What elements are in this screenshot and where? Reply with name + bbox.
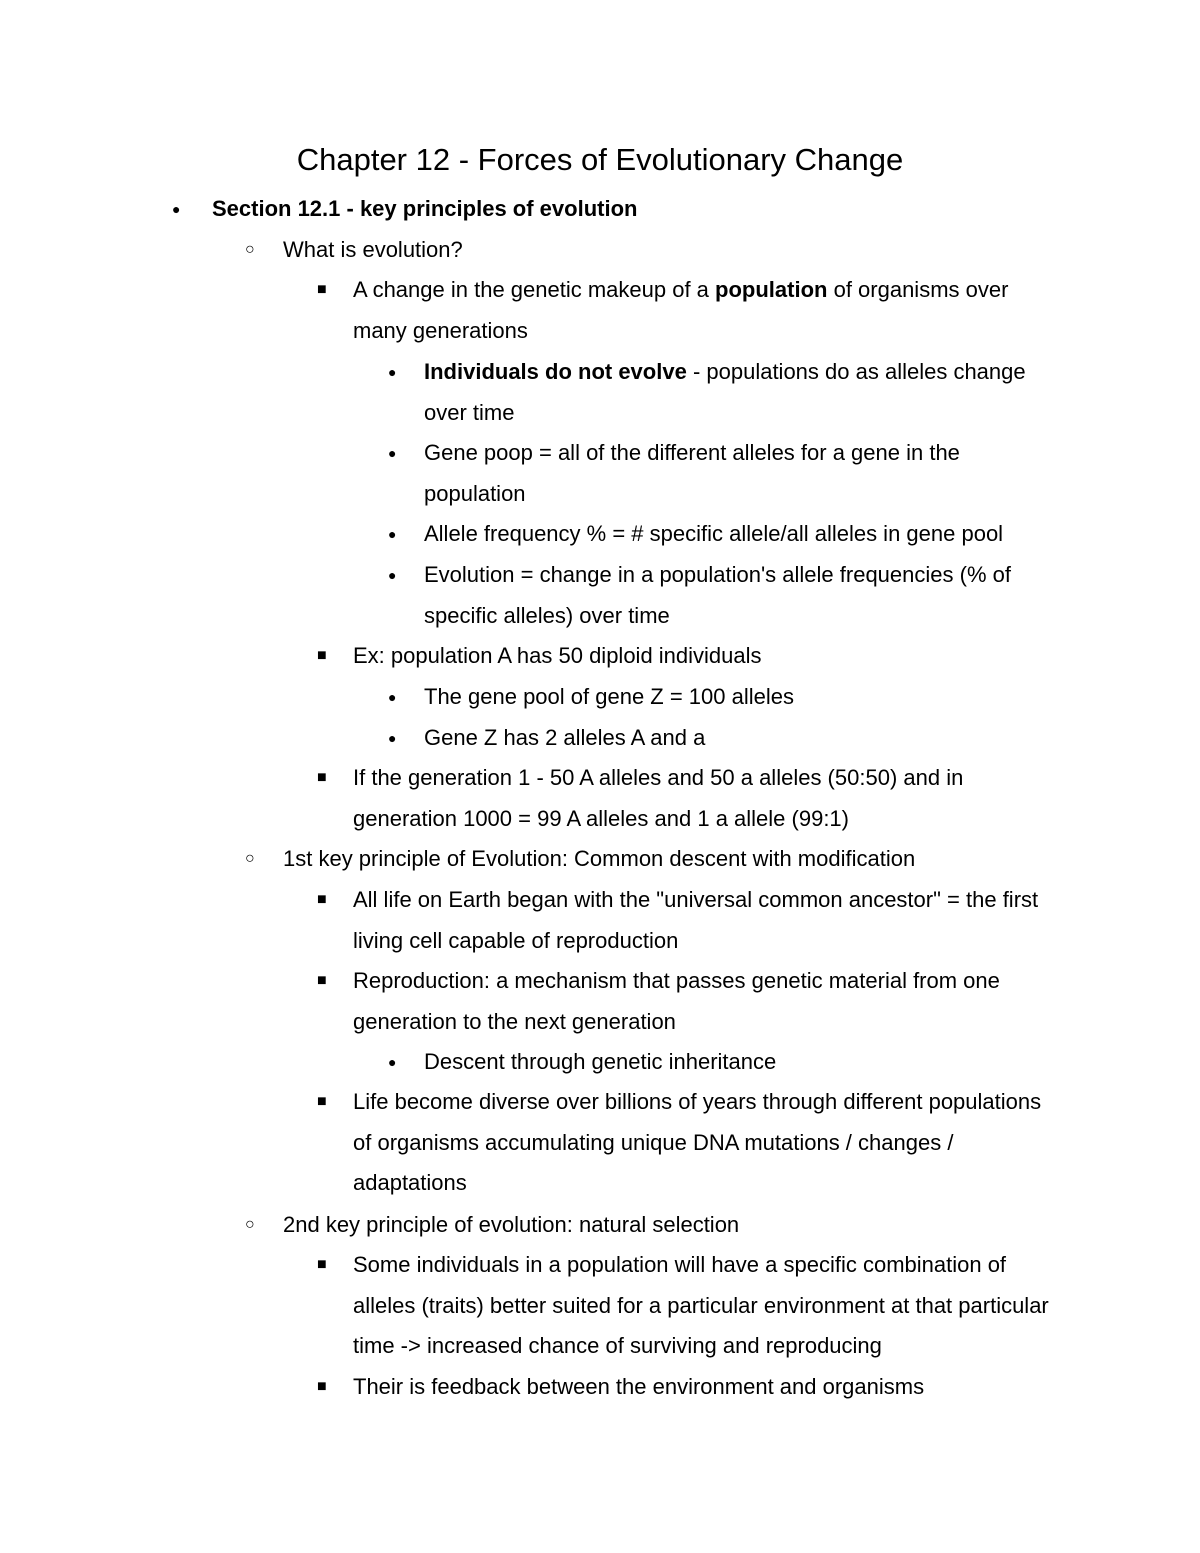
emphasis-text: population bbox=[715, 277, 828, 302]
square-bullet-icon: ■ bbox=[317, 281, 327, 298]
list-item-text: All life on Earth began with the "universal common ancestor" = the first living cell capable of reproduction bbox=[353, 887, 1039, 953]
filled-bullet-icon: ● bbox=[388, 364, 397, 380]
list-item-text: The gene pool of gene Z = 100 alleles bbox=[424, 684, 794, 709]
square-bullet-icon: ■ bbox=[317, 1256, 327, 1273]
list-item-text: Allele frequency % = # specific allele/all alleles in gene pool bbox=[424, 521, 1004, 546]
list-item-text: Their is feedback between the environment and organisms bbox=[353, 1374, 925, 1399]
filled-bullet-icon: ● bbox=[388, 445, 397, 461]
list-item-text: What is evolution? bbox=[283, 237, 463, 262]
list-item-text: 2nd key principle of evolution: natural selection bbox=[283, 1212, 740, 1237]
page-title: Chapter 12 - Forces of Evolutionary Change bbox=[296, 142, 904, 177]
list-item-text: Gene Z has 2 alleles A and a bbox=[424, 725, 706, 750]
list-item bbox=[317, 270, 1065, 351]
list-item-text: Life become diverse over billions of years through different populations of organisms accumulating unique DNA mutations / changes / adaptations bbox=[353, 1089, 1042, 1196]
list-item-text: Gene poop = all of the different alleles for a gene in the population bbox=[424, 440, 960, 506]
filled-bullet-icon: ● bbox=[388, 567, 397, 583]
list-item bbox=[317, 880, 1065, 961]
square-bullet-icon: ■ bbox=[317, 972, 327, 989]
list-item bbox=[317, 1367, 1065, 1408]
square-bullet-icon: ■ bbox=[317, 1093, 327, 1110]
list-item bbox=[388, 433, 1064, 514]
hollow-bullet-icon: ○ bbox=[245, 850, 255, 867]
list-item-text: Descent through genetic inheritance bbox=[424, 1049, 777, 1074]
list-item bbox=[388, 677, 1064, 718]
list-item-text: Reproduction: a mechanism that passes genetic material from one generation to the next generation bbox=[353, 968, 1000, 1034]
list-item bbox=[317, 1245, 1065, 1367]
square-bullet-icon: ■ bbox=[317, 769, 327, 786]
list-item-text: Ex: population A has 50 diploid individuals bbox=[353, 643, 762, 668]
list-item-text: A change in the genetic makeup of a bbox=[353, 277, 716, 302]
emphasis-text: Individuals do not evolve bbox=[424, 359, 687, 384]
list-item bbox=[317, 758, 1065, 839]
list-item bbox=[388, 555, 1064, 636]
list-item bbox=[388, 514, 1064, 555]
list-item bbox=[245, 230, 1083, 271]
filled-bullet-icon: ● bbox=[388, 1054, 397, 1070]
list-item bbox=[317, 1082, 1065, 1204]
section-heading bbox=[172, 189, 1072, 230]
list-item bbox=[388, 352, 1064, 433]
filled-bullet-icon: ● bbox=[172, 201, 181, 217]
list-item bbox=[245, 1205, 1083, 1246]
square-bullet-icon: ■ bbox=[317, 647, 327, 664]
list-item bbox=[388, 1042, 1064, 1083]
list-item-text: Evolution = change in a population's allele frequencies (% of specific alleles) over time bbox=[424, 562, 1011, 628]
list-item-text: 1st key principle of Evolution: Common descent with modification bbox=[283, 846, 916, 871]
filled-bullet-icon: ● bbox=[388, 526, 397, 542]
square-bullet-icon: ■ bbox=[317, 1378, 327, 1395]
list-item-text: of organisms over many generations bbox=[353, 277, 1009, 343]
list-item bbox=[317, 636, 1065, 677]
hollow-bullet-icon: ○ bbox=[245, 241, 255, 258]
section-heading-text: Section 12.1 - key principles of evolution bbox=[212, 196, 638, 221]
list-item bbox=[245, 839, 1083, 880]
filled-bullet-icon: ● bbox=[388, 730, 397, 746]
list-item bbox=[317, 961, 1065, 1042]
hollow-bullet-icon: ○ bbox=[245, 1216, 255, 1233]
list-item bbox=[388, 718, 1064, 759]
list-item-text: Some individuals in a population will have a specific combination of alleles (traits) better suited for a particular environment at that particular time -> increased chance of surviving and reproducing bbox=[353, 1252, 1049, 1359]
filled-bullet-icon: ● bbox=[388, 689, 397, 705]
list-item-text: If the generation 1 - 50 A alleles and 50 a alleles (50:50) and in generation 1000 = 99 A alleles and 1 a allele (99:1) bbox=[353, 765, 964, 831]
list-item-text: - populations do as alleles change over time bbox=[424, 359, 1026, 425]
square-bullet-icon: ■ bbox=[317, 891, 327, 908]
